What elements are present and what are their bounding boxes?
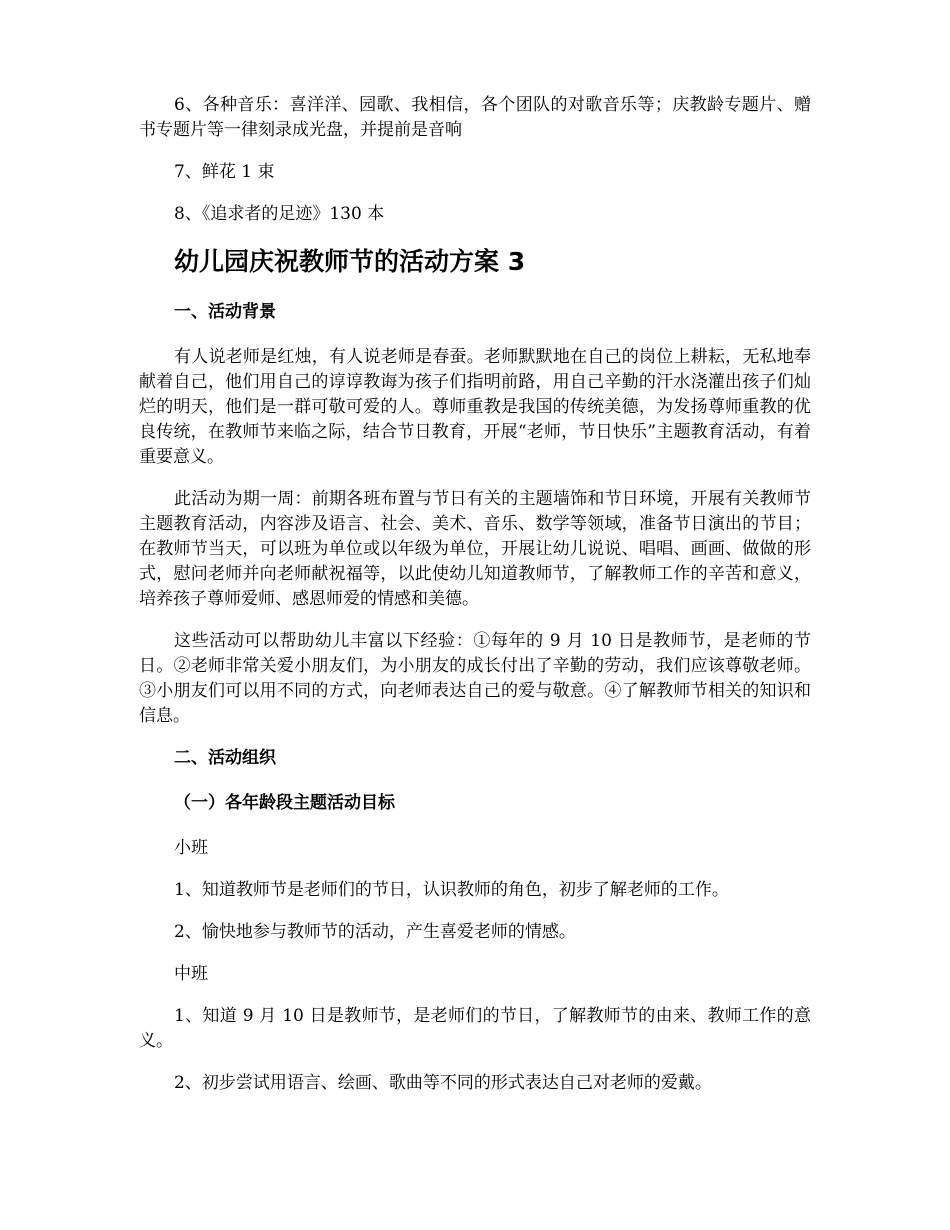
small-class-goal: 1、知道教师节是老师们的节日，认识教师的角色，初步了解老师的工作。 [174,880,729,900]
small-class-label: 小班 [174,838,208,858]
small-class-goal: 2、愉快地参与教师节的活动，产生喜爱老师的情感。 [174,922,576,942]
middle-class-goal: 2、初步尝试用语言、绘画、歌曲等不同的形式表达自己对老师的爱戴。 [174,1073,712,1093]
document-content [139,93,811,1113]
list-item: 7、鲜花 1 束 [174,162,275,182]
list-item: 8、《追求者的足迹》130 本 [174,204,385,224]
middle-class-label: 中班 [174,964,208,984]
background-paragraph: 有人说老师是红烛，有人说老师是春蚕。老师默默地在自己的岗位上耕耘，无私地奉献着自己，他们用自己的谆谆教诲为孩子们指明前路，用自己辛勤的汗水浇灌出孩子们灿烂的明天，他们是一群可敬可爱的人。尊师重教是我国的传统美德，为发扬尊师重教的优良传统，在教师节来临之际，结合节日教育，开展“老师，节日快乐”主题教育活动，有着重要意义。 [139,347,811,467]
background-heading: 一、活动背景 [174,302,276,322]
background-paragraph: 这些活动可以帮助幼儿丰富以下经验：①每年的 9 月 10 日是教师节，是老师的节日。②老师非常关爱小朋友们，为小朋友的成长付出了辛勤的劳动，我们应该尊敬老师。③小朋友们可以用不同的方式，向老师表达自己的爱与敬意。④了解教师节相关的知识和信息。 [139,631,811,726]
organization-heading: 二、活动组织 [174,748,276,768]
goals-subheading: （一）各年龄段主题活动目标 [174,793,395,813]
section-title: 幼儿园庆祝教师节的活动方案 3 [174,247,526,276]
background-paragraph: 此活动为期一周：前期各班布置与节日有关的主题墙饰和节日环境，开展有关教师节主题教育活动，内容涉及语言、社会、美术、音乐、数学等领域，准备节日演出的节目；在教师节当天，可以班为单位或以年级为单位，开展让幼儿说说、唱唱、画画、做做的形式，慰问老师并向老师献祝福等，以此使幼儿知道教师节，了解教师工作的辛苦和意义，培养孩子尊师爱师、感恩师爱的情感和美德。 [139,489,811,609]
list-item: 6、各种音乐：喜洋洋、园歌、我相信，各个团队的对歌音乐等；庆教龄专题片、赠书专题片等一律刻录成光盘，并提前是音响 [139,95,811,140]
middle-class-goal: 1、知道 9 月 10 日是教师节，是老师们的节日，了解教师节的由来、教师工作的意义。 [139,1006,811,1051]
